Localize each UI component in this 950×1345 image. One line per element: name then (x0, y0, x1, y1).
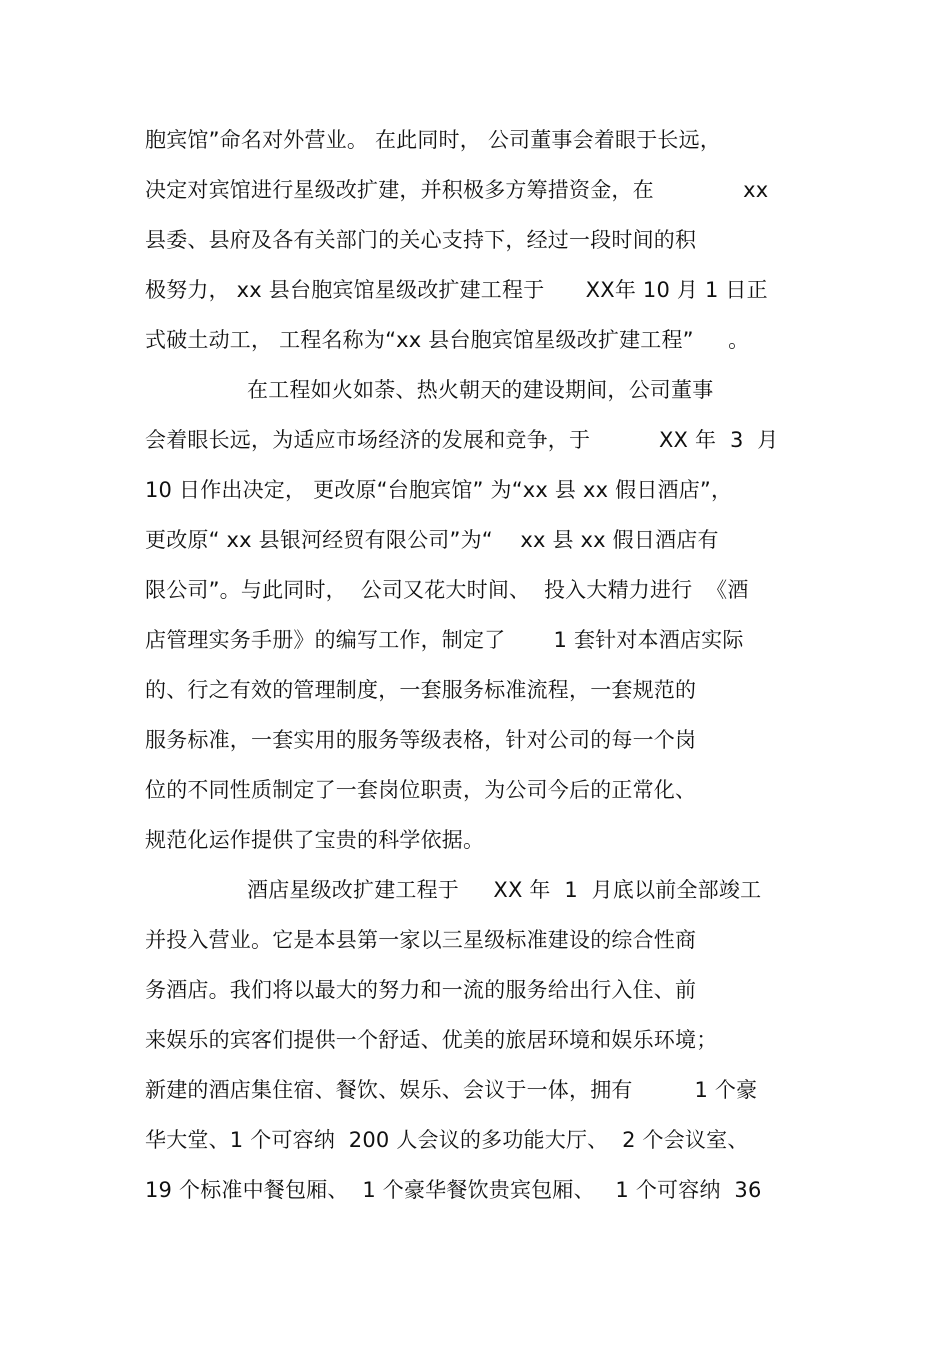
text-line: 位的不同性质制定了一套岗位职责，为公司今后的正常化、 (145, 778, 697, 802)
text-line: 县委、县府及各有关部门的关心支持下，经过一段时间的积 (145, 228, 697, 252)
text-line: 并投入营业。它是本县第一家以三星级标准建设的综合性商 (145, 928, 697, 952)
paragraph-first-line: 酒店星级改扩建工程于 XX 年 1 月底以前全部竣工 (247, 878, 762, 902)
text-line: 会着眼长远，为适应市场经济的发展和竞争，于 XX 年 3 月 (145, 428, 779, 452)
text-line: 式破土动工， 工程名称为“xx 县台胞宾馆星级改扩建工程” 。 (145, 328, 750, 352)
text-line: 更改原“ xx 县银河经贸有限公司”为“ xx 县 xx 假日酒店有 (145, 528, 719, 552)
text-line: 10 日作出决定， 更改原“台胞宾馆” 为“xx 县 xx 假日酒店”， (145, 478, 733, 502)
text-line: 店管理实务手册》的编写工作，制定了 1 套针对本酒店实际 (145, 628, 744, 652)
text-line: 新建的酒店集住宿、餐饮、娱乐、会议于一体，拥有 1 个豪 (145, 1078, 758, 1102)
text-line: 服务标准，一套实用的服务等级表格，针对公司的每一个岗 (145, 728, 697, 752)
text-line: 胞宾馆”命名对外营业。 在此同时， 公司董事会着眼于长远， (145, 128, 722, 152)
paragraph-first-line: 在工程如火如荼、热火朝天的建设期间，公司董事 (247, 378, 714, 402)
text-line: 务酒店。我们将以最大的努力和一流的服务给出行入住、前 (145, 978, 697, 1002)
text-line: 来娱乐的宾客们提供一个舒适、优美的旅居环境和娱乐环境； (145, 1028, 718, 1052)
text-line: 限公司”。与此同时， 公司又花大时间、 投入大精力进行 《酒 (145, 578, 749, 602)
text-line: 决定对宾馆进行星级改扩建，并积极多方筹措资金，在 xx (145, 178, 769, 202)
text-line: 极努力， xx 县台胞宾馆星级改扩建工程于 XX年 10 月 1 日正 (145, 278, 768, 302)
text-line: 华大堂、1 个可容纳 200 人会议的多功能大厅、 2 个会议室、 (145, 1128, 749, 1152)
text-line: 19 个标准中餐包厢、 1 个豪华餐饮贵宾包厢、 1 个可容纳 36 (145, 1178, 762, 1202)
text-line: 规范化运作提供了宝贵的科学依据。 (145, 828, 485, 852)
text-line: 的、行之有效的管理制度，一套服务标准流程，一套规范的 (145, 678, 697, 702)
